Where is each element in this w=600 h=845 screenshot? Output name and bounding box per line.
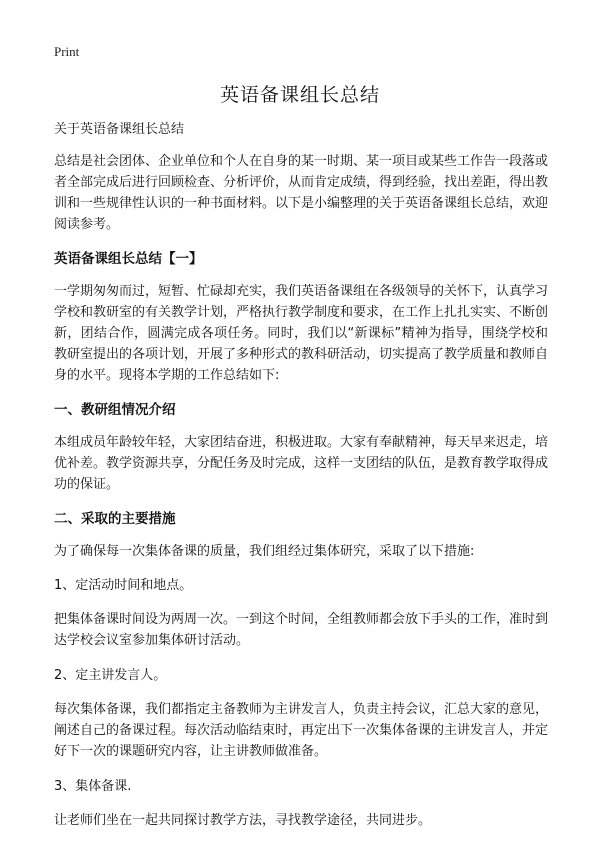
measures-intro-paragraph: 为了确保每一次集体备课的质量，我们组经过集体研究，采取了以下措施: [54,544,475,559]
intro-paragraph: 总结是社会团体、企业单位和个人在自身的某一时期、某一项目或某些工作告一段落或者全部完成后进行回顾检查、分析评价，从而肯定成绩，得到经验，找出差距，得出教训和一些规律性认识的一种书面材料。以下是小编整理的关于英语备课组长总结，欢迎阅读参考。 [54,154,549,232]
section-title-one: 英语备课组长总结【一】 [54,251,203,267]
measure-item-2-paragraph: 每次集体备课，我们都指定主备教师为主讲发言人，负责主持会议，汇总大家的意见，阐述自己的备课过程。每次活动临结束时，再定出下一次集体备课的主讲发言人，并定好下一次的课题研究内容，让主讲教师做准备。 [54,702,549,759]
page-title: 英语备课组长总结 [219,84,380,106]
measure-item-3-paragraph: 让老师们坐在一起共同探讨教学方法，寻找教学途径，共同进步。 [54,813,432,828]
measure-item-1: 1、定活动时间和地点。 [54,578,193,593]
heading-main-measures: 二、采取的主要措施 [54,511,176,527]
team-intro-paragraph: 本组成员年龄较年轻，大家团结奋进，积极进取。大家有奉献精神，每天早来迟走，培优补差。教学资源共享，分配任务及时完成，这样一支团结的队伍，是教育教学取得成功的保证。 [54,435,549,492]
section-one-paragraph: 一学期匆匆而过，短暂、忙碌却充实，我们英语备课组在各级领导的关怀下，认真学习学校和教研室的有关教学计划，严格执行教学制度和要求，在工作上扎扎实实、不断创新，团结合作，圆满完成各项任务。同时，我们以“新课标”精神为指导，围绕学校和教研室提出的各项计划，开展了多种形式的教科研活动，切实提高了教学质量和教师自身的水平。现将本学期的工作总结如下: [54,284,549,383]
document-body [54,119,548,845]
measure-item-2: 2、定主讲发言人。 [54,668,167,683]
print-label: Print [54,44,80,59]
measure-item-1-paragraph: 把集体备课时间设为两周一次。一到这个时间，全组教师都会放下手头的工作，准时到达学校会议室参加集体研讨活动。 [54,612,549,648]
document-subtitle: 关于英语备课组长总结 [54,122,185,137]
measure-item-3: 3、集体备课. [54,779,132,794]
heading-team-intro: 一、教研组情况介绍 [54,402,176,418]
